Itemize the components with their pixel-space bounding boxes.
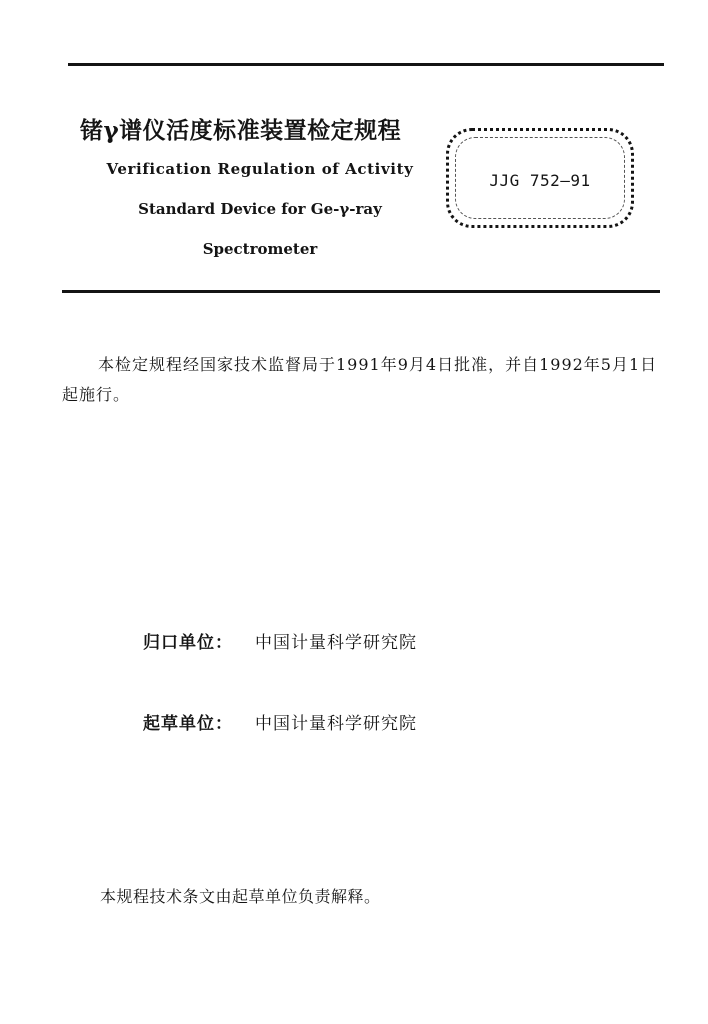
drafting-unit-row bbox=[143, 709, 417, 734]
responsible-unit-label: 归口单位： bbox=[143, 633, 233, 653]
approval-statement: 本检定规程经国家技术监督局于1991年9月4日批准，并自1992年5月1日起施行。 bbox=[62, 355, 658, 404]
regulation-code-box bbox=[446, 128, 634, 228]
responsible-unit-value: 中国计量科学研究院 bbox=[255, 633, 417, 653]
title-chinese: 锗γ谱仪活度标准装置检定规程 bbox=[80, 117, 402, 144]
title-english-line-3: Spectrometer bbox=[202, 240, 318, 258]
top-rule bbox=[68, 63, 664, 66]
drafting-unit-value: 中国计量科学研究院 bbox=[255, 714, 417, 734]
responsible-unit-row bbox=[143, 628, 417, 653]
bottom-rule bbox=[62, 290, 660, 293]
title-english-line-1: Verification Regulation of Activity bbox=[106, 160, 414, 178]
regulation-code: JJG 752—91 bbox=[489, 171, 591, 190]
title-english-line-2: Standard Device for Ge-γ-ray bbox=[138, 200, 382, 218]
drafting-unit-label: 起草单位： bbox=[143, 714, 233, 734]
interpretation-note: 本规程技术条文由起草单位负责解释。 bbox=[100, 887, 381, 906]
